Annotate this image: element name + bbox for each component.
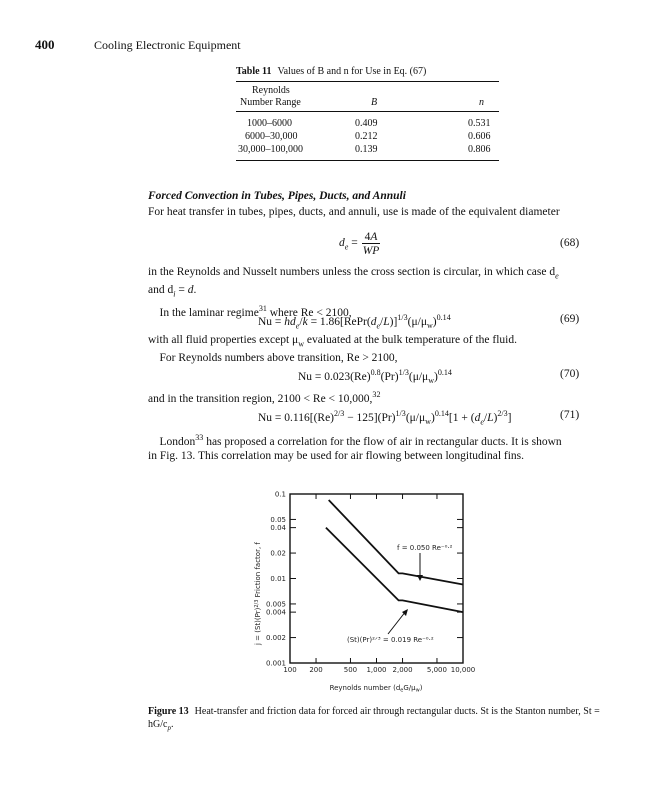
equation-71-number: (71) <box>560 409 580 421</box>
arrowhead-f <box>417 575 423 581</box>
text: and d <box>148 284 174 297</box>
arrow-st <box>388 611 406 634</box>
table-cell: 0.606 <box>468 131 491 142</box>
table-caption <box>236 66 426 77</box>
table-cell: 0.139 <box>355 144 378 155</box>
paragraph-after-68: in the Reynolds and Nusselt numbers unless the cross section is circular, in which case $d_e$ and $d_i = d$. In the laminar regime$^{31}$ where Re < 2100, <box>148 266 559 319</box>
y-tick-label: 0.02 <box>270 549 286 558</box>
page-number: 400 <box>35 37 55 52</box>
paragraph-intro: For heat transfer in tubes, pipes, ducts, and annuli, use is made of the equivalent diameter <box>148 206 560 218</box>
equation-70-number: (70) <box>560 368 580 380</box>
figure-caption: Figure 13 Heat-transfer and friction data for forced air through rectangular ducts. St is the Stanton number, $St = hG/c_p$. <box>148 706 600 732</box>
col-header-range: Number Range <box>240 97 301 108</box>
running-title: Cooling Electronic Equipment <box>94 38 241 52</box>
x-axis-label: Reynolds number $(d_eG/\mu_w)$ <box>329 684 423 694</box>
text: with all fluid properties except μ <box>148 334 299 346</box>
y-tick-label: 0.04 <box>270 524 286 533</box>
table-cell: 0.212 <box>355 131 378 142</box>
text: For Reynolds numbers above transition, Re > 2100, <box>159 352 398 365</box>
text: in the Reynolds and Nusselt numbers unless the cross section is circular, in which case d <box>148 266 556 278</box>
figure-caption-text: Heat-transfer and friction data for forced air through rectangular ducts. St is the Stanton number, St = hG/c <box>148 706 600 730</box>
equation-70: $Nu = 0.023(Re)^{0.8}(Pr)^{1/3}(\mu/\mu_w)^{0.14}$ <box>298 368 452 386</box>
paragraph-london <box>148 431 600 463</box>
table-top-rule <box>236 81 499 82</box>
x-tick-label: 200 <box>309 666 323 674</box>
annotation-f: f = 0.050 Re⁻⁰·² <box>397 544 453 552</box>
y-tick-label: 0.01 <box>270 575 286 583</box>
equation-69-number: (69) <box>560 313 580 325</box>
table-cell: 30,000–100,000 <box>238 144 303 155</box>
y-tick-label: 0.004 <box>265 608 286 617</box>
figure-label: Figure 13 <box>148 706 189 717</box>
table-mid-rule <box>236 111 499 112</box>
section-heading: Forced Convection in Tubes, Pipes, Ducts, and Annuli <box>148 190 406 202</box>
y-tick-label: 0.1 <box>274 490 286 499</box>
text: London <box>159 435 196 448</box>
annotation-st: (St)(Pr)²ᐟ³ = 0.019 Re⁻⁰·² <box>347 636 434 644</box>
y-tick-label: 0.001 <box>265 659 286 668</box>
x-tick-label: 500 <box>343 666 358 674</box>
table-cell: 1000–6000 <box>247 118 292 129</box>
y-axis-label: $j = (St)(Pr)^{2/3}$ Friction factor, f <box>254 542 262 645</box>
equation-68-number: (68) <box>560 237 580 249</box>
series-line-friction <box>329 500 463 585</box>
text: where Re < 2100, <box>266 306 352 319</box>
x-tick-label: 2,000 <box>392 666 413 674</box>
x-tick-label: 1,000 <box>366 666 387 674</box>
y-tick-label: 0.002 <box>265 634 286 643</box>
x-tick-label: 5,000 <box>426 666 447 674</box>
paragraph-after-69: with all fluid properties except $\mu_w$ evaluated at the bulk temperature of the fluid. For Reynolds numbers above transition, Re > 2100, <box>148 334 518 365</box>
col-header-b: B <box>371 97 378 108</box>
text: in Fig. 13. This correlation may be used for air flowing between longitudinal fins. <box>148 449 525 462</box>
y-tick-label: 0.05 <box>270 515 286 524</box>
figure-13-chart <box>240 485 480 700</box>
text: In the laminar regime <box>159 306 259 319</box>
text: has proposed a correlation for the flow of air in rectangular ducts. It is shown <box>203 435 562 448</box>
ref: 33 <box>195 433 204 442</box>
table-cell: 6000–30,000 <box>245 131 298 142</box>
table-caption-text: Values of B and n for Use in Eq. (67) <box>277 66 427 77</box>
y-tick-label: 0.005 <box>265 600 286 609</box>
x-tick-label: 100 <box>283 666 297 674</box>
equation-71: $Nu = 0.116[(Re)^{2/3} - 125](Pr)^{1/3}(\mu/\mu_w)^{0.14}[1 + (d_e/L)^{2/3}]$ <box>258 409 512 427</box>
paragraph-transition <box>148 388 600 406</box>
equation-68: $d_e$ = 4A WP <box>339 231 380 257</box>
table-cell: 0.531 <box>468 118 491 129</box>
equation-69: $Nu = hd_e/k$ = $1.86[RePr(d_e/L)]^{1/3}(\mu/\mu_w)^{0.14}$ <box>258 313 451 331</box>
ref: 31 <box>258 303 267 313</box>
table-cell: 0.806 <box>468 144 491 155</box>
table-label: Table 11 <box>236 66 272 77</box>
ref: 32 <box>372 390 381 399</box>
col-header-n: n <box>479 97 484 108</box>
table-cell: 0.409 <box>355 118 378 129</box>
col-header-reynolds: Reynolds <box>252 85 290 96</box>
text: evaluated at the bulk temperature of the fluid. <box>304 334 518 346</box>
x-tick-label: 10,000 <box>450 666 476 674</box>
text: and in the transition region, 2100 < Re < 10,000, <box>148 392 373 405</box>
caption-sub: p <box>167 724 171 732</box>
table-bottom-rule <box>236 160 499 161</box>
